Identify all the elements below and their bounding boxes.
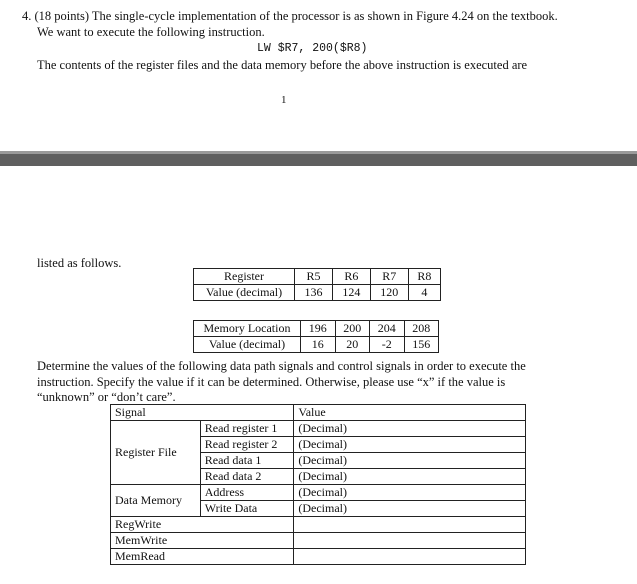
- signal-value-cell[interactable]: (Decimal): [294, 485, 526, 501]
- register-value-row: [194, 285, 441, 301]
- instructions-line-1: Determine the values of the following data path signals and control signals in order to execute the: [37, 359, 526, 373]
- register-name: R6: [332, 269, 370, 285]
- control-signal-name: MemWrite: [111, 533, 294, 549]
- memory-value: 20: [335, 337, 370, 353]
- table-row: [111, 549, 526, 565]
- instructions-line-3: “unknown” or “don’t care”.: [37, 390, 176, 404]
- memory-header-row: [194, 321, 439, 337]
- memory-table: [193, 320, 439, 353]
- register-value: 120: [370, 285, 408, 301]
- table-row: [111, 421, 526, 437]
- signal-value-cell[interactable]: [294, 549, 526, 565]
- signal-header-row: [111, 405, 526, 421]
- register-table: [193, 268, 441, 301]
- register-value: 4: [408, 285, 440, 301]
- signal-value-cell[interactable]: [294, 517, 526, 533]
- control-signal-name: RegWrite: [111, 517, 294, 533]
- signal-name: Read data 2: [200, 469, 294, 485]
- instruction-code: LW $R7, 200($R8): [257, 42, 368, 55]
- continued-text: listed as follows.: [37, 256, 122, 270]
- question-line-2: We want to execute the following instruction.: [37, 25, 265, 39]
- signal-name: Read register 1: [200, 421, 294, 437]
- memory-location: 196: [301, 321, 336, 337]
- table-row: [111, 517, 526, 533]
- memory-header-label: Memory Location: [194, 321, 301, 337]
- instructions-line-2: instruction. Specify the value if it can be determined. Otherwise, please use “x” if the value is: [37, 375, 506, 389]
- signal-value-cell[interactable]: (Decimal): [294, 501, 526, 517]
- register-value: 136: [295, 285, 333, 301]
- signal-value-cell[interactable]: (Decimal): [294, 453, 526, 469]
- data-memory-label: Data Memory: [111, 485, 201, 517]
- signal-table: [110, 404, 526, 565]
- signal-value-cell[interactable]: (Decimal): [294, 469, 526, 485]
- table-row: [111, 485, 526, 501]
- signal-column-header: Signal: [111, 405, 294, 421]
- signal-value-cell[interactable]: [294, 533, 526, 549]
- register-header-label: Register: [194, 269, 295, 285]
- question-line-3: The contents of the register files and the data memory before the above instruction is executed are: [37, 58, 528, 72]
- register-file-label: Register File: [111, 421, 201, 485]
- page-break-band: [0, 154, 637, 166]
- memory-location: 204: [370, 321, 405, 337]
- register-name: R7: [370, 269, 408, 285]
- memory-location: 208: [404, 321, 439, 337]
- table-row: [111, 533, 526, 549]
- signal-name: Read register 2: [200, 437, 294, 453]
- signal-name: Read data 1: [200, 453, 294, 469]
- memory-value-label: Value (decimal): [194, 337, 301, 353]
- register-value: 124: [332, 285, 370, 301]
- register-header-row: [194, 269, 441, 285]
- memory-value-row: [194, 337, 439, 353]
- memory-value: 156: [404, 337, 439, 353]
- memory-location: 200: [335, 321, 370, 337]
- register-name: R5: [295, 269, 333, 285]
- register-name: R8: [408, 269, 440, 285]
- value-column-header: Value: [294, 405, 526, 421]
- register-value-label: Value (decimal): [194, 285, 295, 301]
- signal-value-cell[interactable]: (Decimal): [294, 437, 526, 453]
- signal-value-cell[interactable]: (Decimal): [294, 421, 526, 437]
- page-number: 1: [281, 94, 287, 106]
- signal-name: Address: [200, 485, 294, 501]
- control-signal-name: MemRead: [111, 549, 294, 565]
- memory-value: -2: [370, 337, 405, 353]
- memory-value: 16: [301, 337, 336, 353]
- question-line-1: 4. (18 points) The single-cycle implementation of the processor is as shown in Figure 4.24 on the textbook.: [22, 9, 558, 23]
- signal-name: Write Data: [200, 501, 294, 517]
